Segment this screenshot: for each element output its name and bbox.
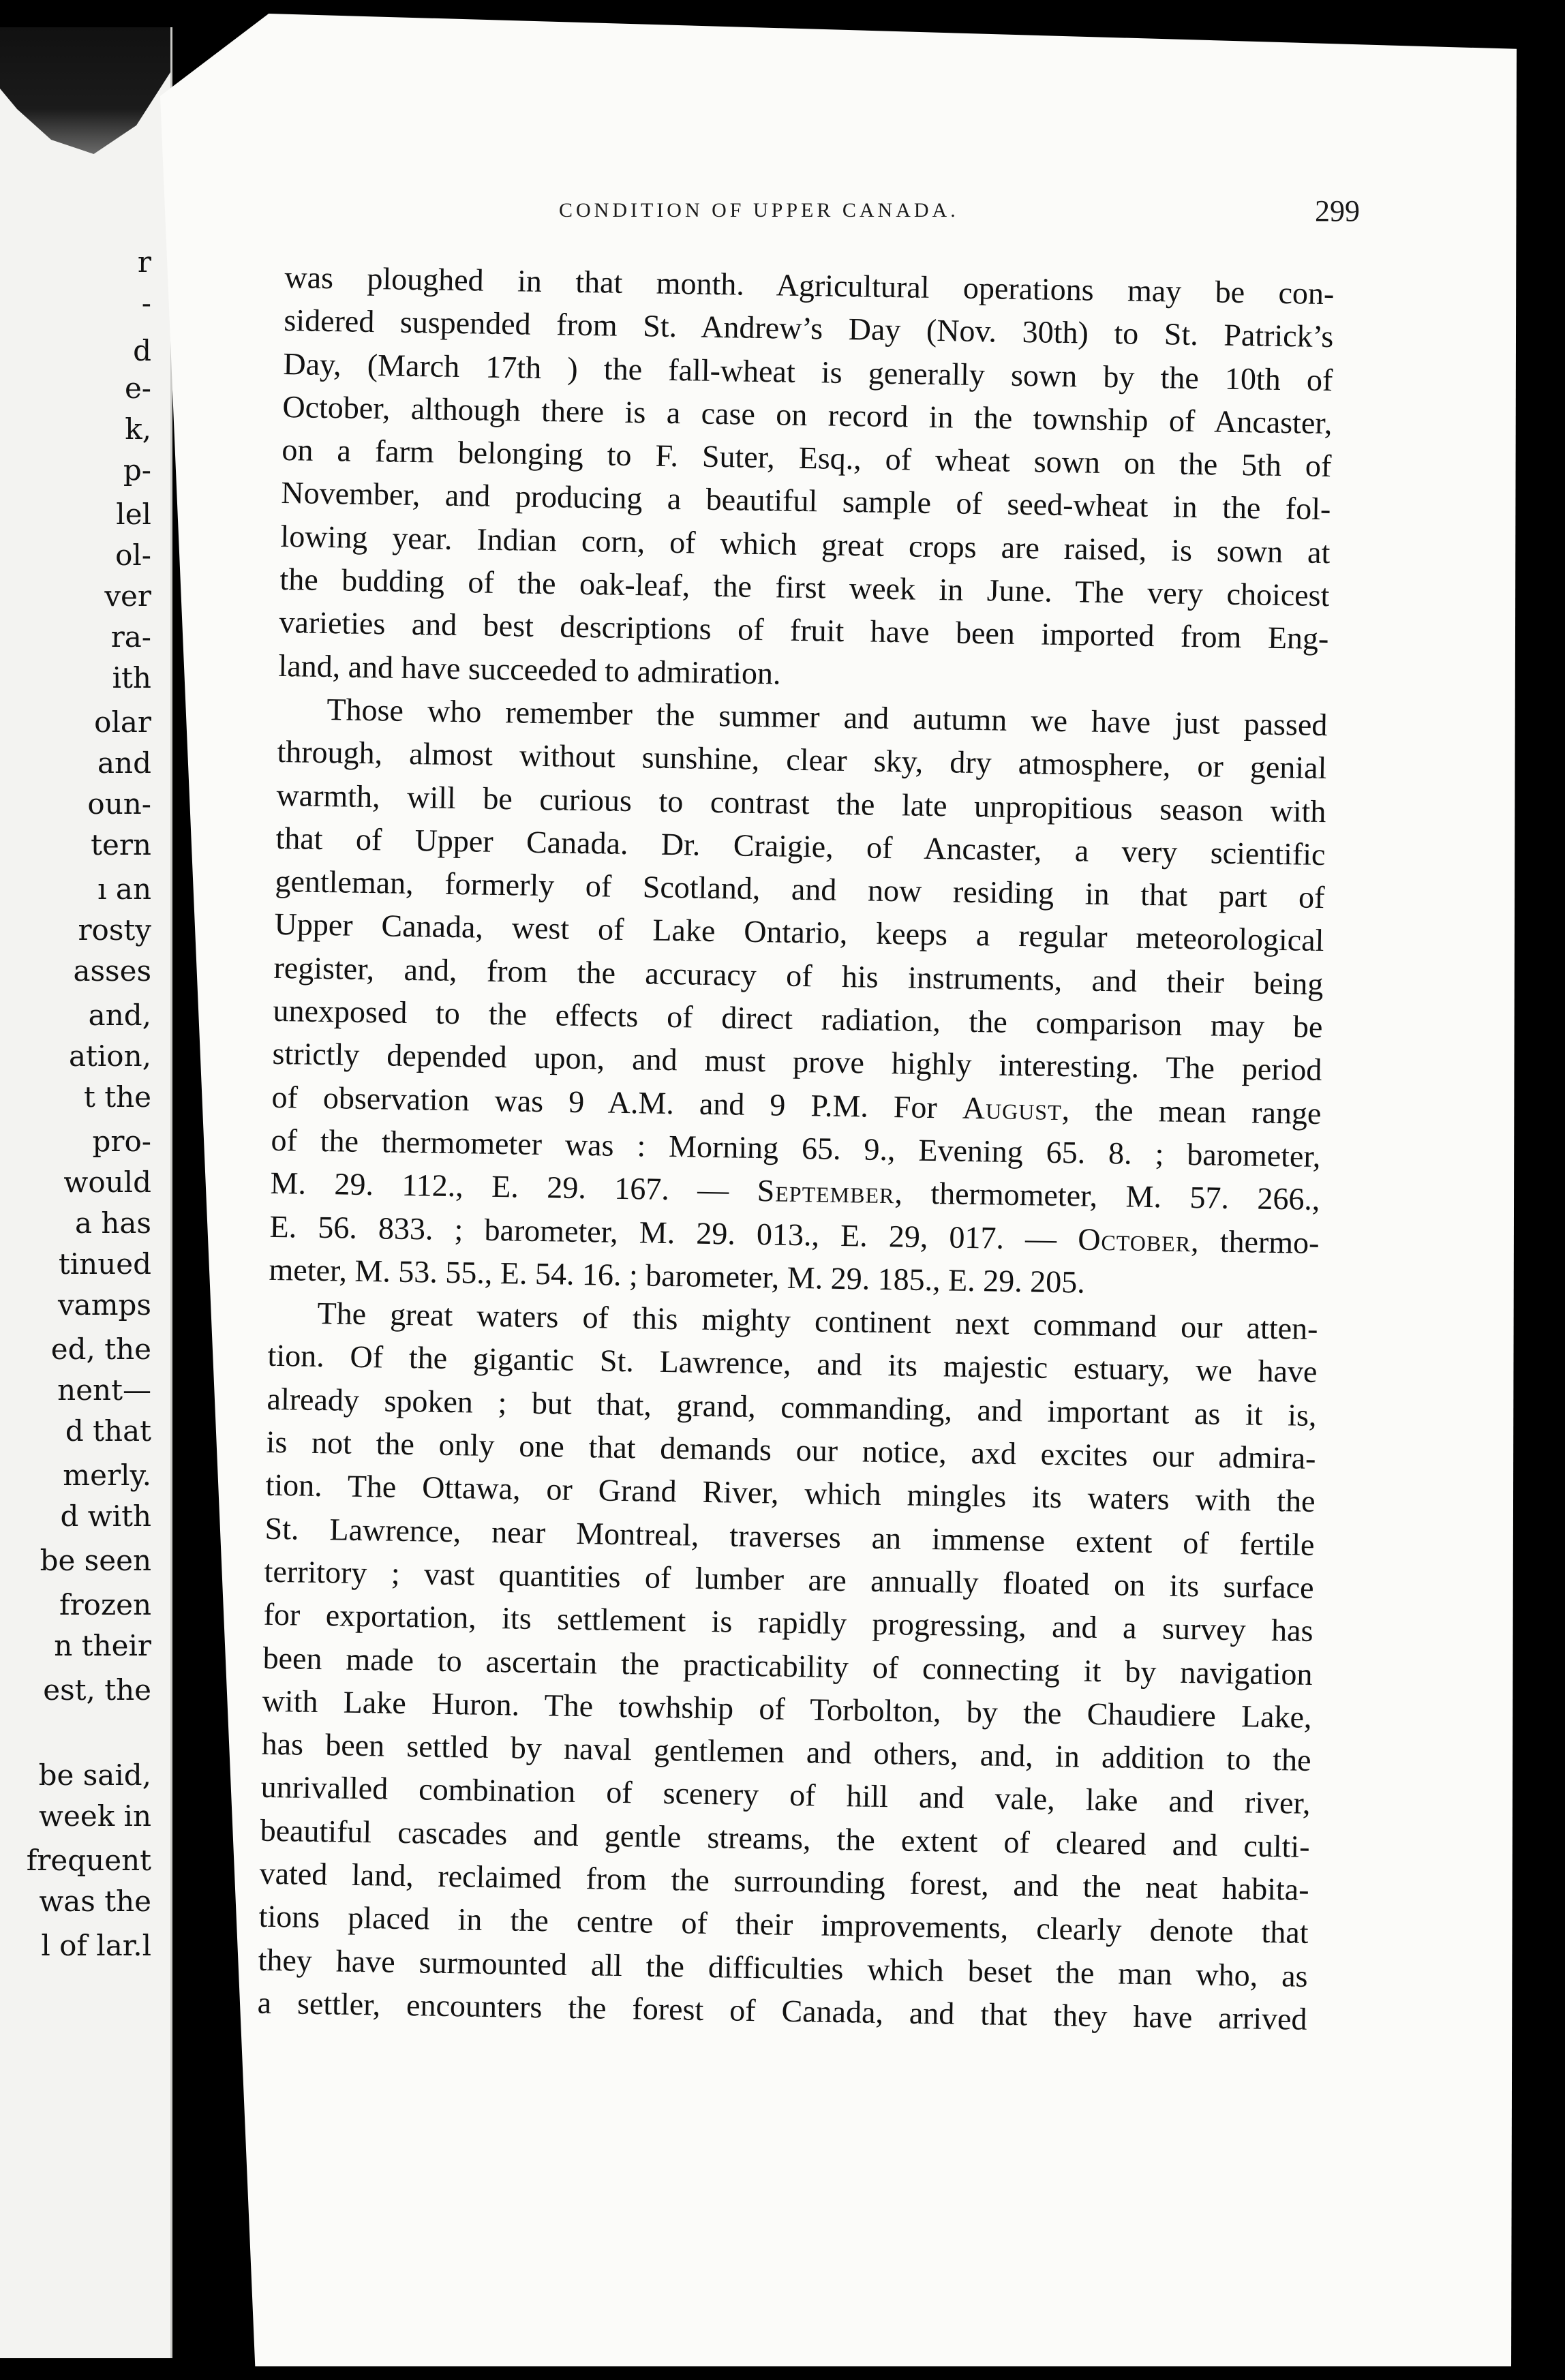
month-name: August (962, 1090, 1063, 1127)
text-line: lowing year. Indian corn, of which great crops are raised, is sown at (280, 518, 1331, 570)
text-line: Upper Canada, west of Lake Ontario, keeps a regular meteorological (274, 906, 1324, 958)
facing-page-fragment: week in (39, 1799, 151, 1833)
text-line: October, although there is a case on record in the township of Ancaster, (282, 388, 1333, 441)
facing-page-fragment: ith (112, 661, 151, 695)
text-line: of the thermometer was : Morning 65. 9., Evening 65. 8. ; barometer, (271, 1122, 1321, 1174)
text-line: tions placed in the centre of their improvements, clearly denote that (258, 1898, 1309, 1951)
facing-page-fragment: frequent (26, 1844, 151, 1877)
facing-page-fragment: pro- (92, 1125, 151, 1158)
page-number: 299 (1315, 194, 1360, 228)
text-line: land, and have succeeded to admiration. (278, 647, 781, 691)
facing-page-fragment: ı an (97, 872, 151, 906)
text-line: St. Lawrence, near Montreal, traverses an immense extent of fertile (264, 1510, 1315, 1562)
text-line: they have surmounted all the difficulties which beset the man who, as (258, 1942, 1308, 1994)
facing-page-fragment: d with (60, 1499, 151, 1533)
text-line: gentleman, formerly of Scotland, and now residing in that part of (275, 864, 1325, 915)
text-line: through, almost without sunshine, clear sky, dry atmosphere, or genial (277, 734, 1327, 786)
text-line: territory ; vast quantities of lumber are annually floated on its surface (264, 1553, 1314, 1605)
text-line: November, and producing a beautiful sample of seed-wheat in the fol- (281, 475, 1331, 527)
text-line: Day, (March 17th ) the fall-wheat is generally sown by the 10th of (283, 346, 1333, 397)
facing-page-fragment: rosty (78, 913, 151, 947)
facing-page-fragment: be seen (40, 1544, 151, 1577)
body-text (257, 256, 1335, 2041)
text-line: varieties and best descriptions of fruit have been imported from Eng- (279, 605, 1329, 656)
text-line: tion. Of the gigantic St. Lawrence, and its majestic estuary, we have (267, 1338, 1318, 1390)
text-line: unrivalled combination of scenery of hill and vale, lake and river, (260, 1769, 1311, 1821)
facing-page-fragment: n their (54, 1629, 151, 1662)
facing-page-fragment: ed, the (50, 1332, 151, 1366)
facing-page-fragment: r (137, 245, 151, 279)
month-name: October (1077, 1221, 1191, 1258)
facing-page-fragment: t the (83, 1080, 151, 1114)
text-line: that of Upper Canada. Dr. Craigie, of Ancaster, a very scientific (275, 820, 1326, 872)
text-line: strictly depended upon, and must prove highly interesting. The period (272, 1036, 1322, 1088)
text-line: warmth, will be curious to contrast the late unpropitious season with (276, 777, 1326, 829)
facing-page-fragment: and (97, 746, 151, 780)
facing-page-fragment: be said, (38, 1758, 151, 1792)
facing-page-fragment: ra- (110, 620, 151, 654)
facing-page-fragment: olar (94, 705, 151, 739)
facing-page-fragment: and, (88, 998, 151, 1032)
torn-corner (0, 27, 170, 232)
text-line: meter, M. 53. 55., E. 54. 16. ; barometer, M. 29. 185., E. 29. 205. (269, 1251, 1086, 1300)
facing-page-fragment: - (141, 286, 151, 320)
text-line: beautiful cascades and gentle streams, the extent of cleared and culti- (260, 1812, 1310, 1864)
text-line: register, and, from the accuracy of his instruments, and their being (273, 949, 1324, 1001)
facing-page-fragment: e- (124, 371, 151, 405)
text-line: is not the only one that demands our notice, axd excites our admira- (266, 1424, 1316, 1476)
text-line: The great waters of this mighty continent next command our atten- (317, 1296, 1318, 1347)
text-line: Those who remember the summer and autumn we have just passed (326, 692, 1328, 743)
text-line: on a farm belonging to F. Suter, Esq., of wheat sown on the 5th of (282, 432, 1332, 484)
facing-page-fragment: was the (39, 1885, 151, 1918)
facing-page-fragment: frozen (59, 1588, 151, 1621)
text-line: the budding of the oak-leaf, the first week in June. The very choicest (279, 562, 1330, 613)
text-line: a settler, encounters the forest of Canada, and that they have arrived (257, 1985, 1307, 2036)
text-line: been made to ascertain the practicability of connecting it by navigation (262, 1640, 1313, 1692)
text-line: has been settled by naval gentlemen and others, and, in addition to the (261, 1726, 1311, 1778)
running-head: CONDITION OF UPPER CANADA. (559, 199, 959, 222)
facing-page (0, 27, 172, 2358)
facing-page-fragment: l of lar.l (41, 1929, 151, 1962)
facing-page-fragment: est, the (43, 1673, 151, 1707)
facing-page-fragment: d that (65, 1414, 151, 1448)
facing-page-fragment: tern (91, 828, 151, 861)
facing-page-fragment: ol- (115, 538, 151, 572)
facing-page-fragment: p- (123, 453, 151, 487)
facing-page-fragment: k, (125, 412, 151, 446)
facing-page-fragment: d (133, 334, 151, 367)
text-line: of observation was 9 A.M. and 9 P.M. For August, the mean range (271, 1079, 1322, 1131)
facing-page-fragment: merly. (63, 1459, 151, 1492)
text-line: vated land, reclaimed from the surrounding forest, and the neat habita- (259, 1855, 1309, 1907)
text-line: E. 56. 833. ; barometer, M. 29. 013., E. 29, 017. — October, thermo- (269, 1208, 1320, 1260)
facing-page-fragment: asses (73, 954, 151, 988)
text-line: M. 29. 112., E. 29. 167. — September, thermometer, M. 57. 266., (270, 1165, 1320, 1217)
text-line: with Lake Huron. The towhship of Torbolton, by the Chaudiere Lake, (262, 1683, 1312, 1735)
facing-page-fragment: a has (74, 1206, 151, 1240)
text-line: already spoken ; but that, grand, commanding, and important as it is, (267, 1381, 1317, 1433)
facing-page-fragment: ation, (68, 1039, 151, 1073)
text-line: for exportation, its settlement is rapidly progressing, and a survey has (263, 1596, 1313, 1649)
facing-page-fragment: nent— (57, 1373, 151, 1407)
text-line: unexposed to the effects of direct radiation, the comparison may be (273, 992, 1323, 1045)
facing-page-fragment: would (63, 1165, 151, 1199)
facing-page-fragment: vamps (57, 1288, 151, 1322)
facing-page-fragment: ver (104, 579, 151, 613)
facing-page-fragment: oun- (87, 787, 151, 821)
text-line: tion. The Ottawa, or Grand River, which mingles its waters with the (265, 1467, 1316, 1519)
facing-page-fragment: tinued (58, 1247, 151, 1281)
facing-page-fragment: lel (116, 498, 151, 531)
text-line: sidered suspended from St. Andrew’s Day (Nov. 30th) to St. Patrick’s (284, 303, 1334, 354)
text-line: was ploughed in that month. Agricultural operations may be con- (284, 259, 1335, 311)
month-name: September (757, 1173, 895, 1210)
